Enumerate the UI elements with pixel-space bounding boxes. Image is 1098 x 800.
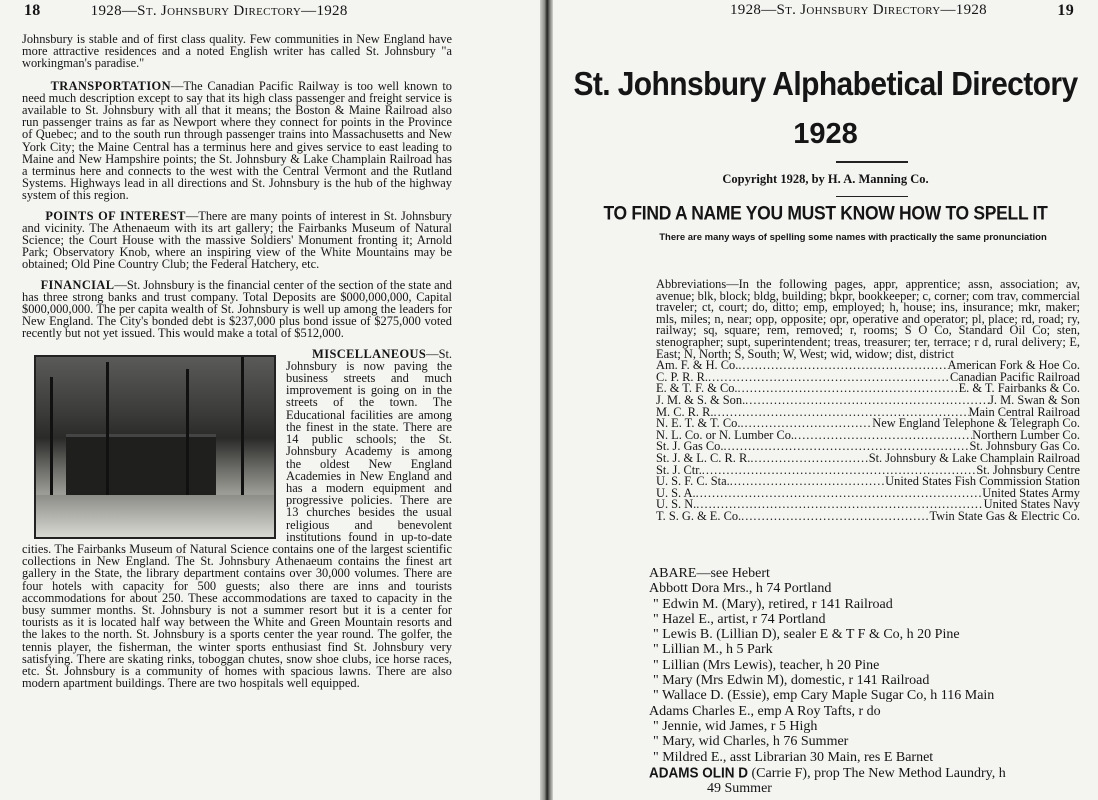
points-paragraph bbox=[22, 210, 452, 271]
intro-paragraph: Johnsbury is stable and of first class quality. Few communities in New England have more attractive residences and a noted English writer has called St. Johnsbury "a workingman's paradise." bbox=[22, 32, 452, 71]
page-number-left: 18 bbox=[24, 2, 41, 19]
running-head-left bbox=[24, 2, 530, 20]
list-item: " Jennie, wid James, r 5 High bbox=[653, 718, 818, 734]
abbreviation-meaning: United States Fish Commission Station bbox=[885, 474, 1080, 489]
transportation-paragraph bbox=[22, 80, 452, 202]
abbreviation-meaning: St. Johnsbury & Lake Champlain Railroad bbox=[868, 450, 1080, 465]
leader-dots bbox=[745, 395, 989, 407]
abbreviation-meaning: Northern Lumber Co. bbox=[972, 427, 1080, 442]
directory-title: St. Johnsbury Alphabetical Directory bbox=[573, 65, 1078, 103]
abbreviation-key: U. S. N. bbox=[656, 497, 697, 512]
abbreviation-meaning: Main Central Railroad bbox=[968, 404, 1080, 419]
running-head-text-left: 1928—St. Johnsbury Directory—1928 bbox=[90, 3, 348, 19]
transportation-heading: TRANSPORTATION bbox=[50, 78, 171, 93]
building-photo bbox=[34, 355, 276, 539]
entry-bold-name: ADAMS OLIN D bbox=[649, 764, 748, 781]
name-entries bbox=[649, 566, 1094, 796]
list-item: " Hazel E., artist, r 74 Portland bbox=[653, 611, 826, 627]
abbreviation-key: St. J. & L. C. R. R. bbox=[656, 450, 751, 465]
leader-dots bbox=[738, 383, 959, 395]
photo-lawn bbox=[36, 495, 274, 537]
left-body-text bbox=[22, 33, 452, 697]
abbreviation-meaning: St. Johnsbury Gas Co. bbox=[969, 439, 1080, 454]
right-page bbox=[553, 0, 1098, 800]
title-rule bbox=[836, 161, 908, 163]
abbreviation-key: T. S. G. & E. Co. bbox=[656, 508, 742, 523]
financial-text: —St. Johnsbury is the financial center of the section of the state and has three strong banks and trust company. Total Deposits are $000,000,000, Capital $000,000,000. The per capita wealth of St. Johnsbury is well up among the leaders for New England. The City's bonded debt is $237,000 plus bond issue of $275,000 voted recently but not yet issued. This would make a total of $512,000. bbox=[22, 277, 452, 341]
misc-paragraph bbox=[22, 348, 452, 690]
entry-continuation: 49 Summer bbox=[707, 781, 772, 797]
page-number-right: 19 bbox=[1057, 2, 1074, 19]
list-item bbox=[649, 765, 1094, 781]
running-head-text-right: 1928—St. Johnsbury Directory—1928 bbox=[730, 2, 987, 18]
spelling-note: There are many ways of spelling some names with practically the same pronunciation bbox=[659, 232, 1047, 243]
list-item: Adams Charles E., emp A Roy Tafts, r do bbox=[649, 703, 881, 719]
list-item: " Wallace D. (Essie), emp Cary Maple Sugar Co, h 116 Main bbox=[653, 688, 995, 704]
abbreviations-intro: Abbreviations—In the following pages, appr, apprentice; assn, association; av, avenue; blk, block; bldg, building; bkpr, bookkeeper; c, corner; com trav, commercial traveler; ct, court; do, ditto; emp, employed; h, house; ins, insurance; mkr, maker; mls, miles; n, near; opp, opposite; opr, operative and operator; pl, place; rd, road; ry, railway; sq, square; rem, removed; r, rooms; S O Co, Standard Oil Co; sten, stenographer; supt, superintendent; treas, treasurer; ter, terrace; r d, rural delivery; E, East; N, North; S, South; W, West; wid, widow; dist, district bbox=[656, 277, 1080, 361]
leader-dots bbox=[738, 360, 947, 372]
abbreviation-key: E. & T. F. & Co. bbox=[656, 381, 738, 396]
points-heading: POINTS OF INTEREST bbox=[45, 208, 186, 223]
list-item: " Mary, wid Charles, h 76 Summer bbox=[653, 734, 849, 750]
points-text: —There are many points of interest in St. Johnsbury and vicinity. The Athenaeum with its art gallery; the Fairbanks Museum of Natural Science; the Court House with the massive Soldiers' Monument fronting it; Arnold Park; Observatory Knob, where an inspiring view of the White Mountains may be obtained; Old Pine Country Club; the Federal Hatchery, etc. bbox=[22, 208, 452, 272]
leader-dots bbox=[741, 511, 929, 523]
copyright-line: Copyright 1928, by H. A. Manning Co. bbox=[722, 172, 929, 186]
leader-dots bbox=[750, 453, 868, 465]
abbreviation-row bbox=[656, 508, 1080, 523]
list-item: ABARE—see Hebert bbox=[649, 566, 770, 581]
leader-dots bbox=[794, 430, 972, 442]
abbreviation-meaning: Twin State Gas & Electric Co. bbox=[929, 508, 1080, 523]
abbreviation-key: U. S. F. C. Sta. bbox=[656, 474, 730, 489]
list-item: " Mary (Mrs Edwin M), domestic, r 141 Railroad bbox=[653, 673, 930, 689]
abbreviation-meaning: J. M. Swan & Son bbox=[989, 392, 1080, 407]
abbreviation-key: J. M. & S. & Son. bbox=[656, 392, 746, 407]
list-item: " Lillian M., h 5 Park bbox=[653, 642, 773, 658]
financial-paragraph bbox=[22, 279, 452, 340]
leader-dots bbox=[696, 488, 983, 500]
financial-heading: FINANCIAL bbox=[40, 277, 115, 292]
abbreviation-meaning: New England Telephone & Telegraph Co. bbox=[872, 416, 1080, 431]
copyright-rule bbox=[836, 196, 908, 197]
abbreviation-key: C. P. R. R. bbox=[656, 369, 708, 384]
abbreviation-meaning: United States Army bbox=[982, 485, 1080, 500]
list-item: Abbott Dora Mrs., h 74 Portland bbox=[649, 581, 832, 597]
misc-heading: MISCELLANEOUS bbox=[312, 346, 427, 361]
abbreviation-key: Am. F. & H. Co. bbox=[656, 358, 739, 373]
photo-tree bbox=[106, 362, 109, 497]
abbreviation-meaning: United States Navy bbox=[983, 497, 1080, 512]
running-head-right bbox=[730, 2, 1088, 19]
list-item: " Edwin M. (Mary), retired, r 141 Railroad bbox=[653, 596, 893, 612]
misc-text: —St. Johnsbury is now paving the business streets and much improvement is going on in the streets of the town. The Educational facilities are among the finest in the state. There are 14 public schools; the St. Johnsbury Academy is among the oldest New England Academies in New England and has a modern equipment and progressive policies. There are 13 churches besides the usual religious and benevolent institutions found in up-to-date cities. The Fairbanks Museum of Natural Science contains one of the largest scientific collections in New England. The St. Johnsbury Athenaeum contains the finest art gallery in the State, the library department contains over 30,000 volumes. There are four hotels with capacity for 500 guests; also there are inns and tourists accommodations for about 250. These accommodations are taxed to capacity in the busy summer months. St. Johnsbury is not a summer resort but it is a center for tourists as it is located half way between the White and Green Mountain resorts and the lakes to the north. St. Johnsbury is a sports center the year round. The golfer, the tennis player, the fisherman, the winter sports enthusiast find St. Johnsbury very satisfying. There are skating rinks, toboggan chutes, snow shoe clubs, ice horse races, etc. St. Johnsbury is a community of homes with spacious lawns. There are also modern apartment buildings. There are two hospitals well equipped. bbox=[22, 346, 452, 691]
transportation-text: —The Canadian Pacific Railway is too well known to need much description except to say that its high class passenger and freight service is available to St. Johnsbury with all that it means; the Boston & Maine Railroad also run passenger trains as far as Newport where they connect for points in the Province of Quebec; and to the south run through passenger trains into Massachusetts and New York City; the Maine Central has a terminus here and gives service to east leading to Maine and New Hampshire points; the St. Johnsbury & Lake Champlain Railroad has a terminus here and connects to the west with the Central Vermont and the Rutland Systems. Highways lead in all directions and St. Johnsbury is the hub of the highway system of this region. bbox=[22, 78, 452, 203]
list-item: " Mildred E., asst Librarian 30 Main, res E Barnet bbox=[653, 749, 934, 765]
abbreviation-meaning: E. & T. Fairbanks & Co. bbox=[958, 381, 1080, 396]
list-item: " Lillian (Mrs Lewis), teacher, h 20 Pine bbox=[653, 657, 880, 673]
abbreviation-key: M. C. R. R. bbox=[656, 404, 714, 419]
spelling-heading: TO FIND A NAME YOU MUST KNOW HOW TO SPELL IT bbox=[603, 201, 1048, 225]
abbreviation-meaning: St. Johnsbury Centre bbox=[976, 462, 1080, 477]
abbreviations-block bbox=[656, 279, 1080, 522]
abbreviation-key: N. L. Co. or N. Lumber Co. bbox=[656, 427, 795, 442]
abbreviation-key: St. J. Ctr. bbox=[656, 462, 702, 477]
directory-year: 1928 bbox=[793, 118, 858, 150]
entry-text: (Carrie F), prop The New Method Laundry, h bbox=[748, 765, 1006, 781]
abbreviation-key: U. S. A. bbox=[656, 485, 696, 500]
list-item: " Lewis B. (Lillian D), sealer E & T F & Co, h 20 Pine bbox=[653, 627, 960, 643]
photo-building bbox=[66, 434, 216, 495]
abbreviation-key: St. J. Gas Co. bbox=[656, 439, 724, 454]
abbreviation-meaning: American Fork & Hoe Co. bbox=[947, 358, 1080, 373]
photo-tree bbox=[241, 357, 244, 497]
abbreviation-key: N. E. T. & T. Co. bbox=[656, 416, 741, 431]
left-page bbox=[0, 0, 540, 800]
entry-list bbox=[649, 566, 1094, 765]
leader-dots bbox=[730, 476, 885, 488]
abbreviation-meaning: Canadian Pacific Railroad bbox=[949, 369, 1080, 384]
leader-dots bbox=[708, 372, 950, 384]
photo-tree bbox=[50, 377, 53, 497]
abbreviation-list bbox=[656, 360, 1080, 522]
photo-tree bbox=[186, 369, 189, 497]
book-gutter bbox=[540, 0, 553, 800]
